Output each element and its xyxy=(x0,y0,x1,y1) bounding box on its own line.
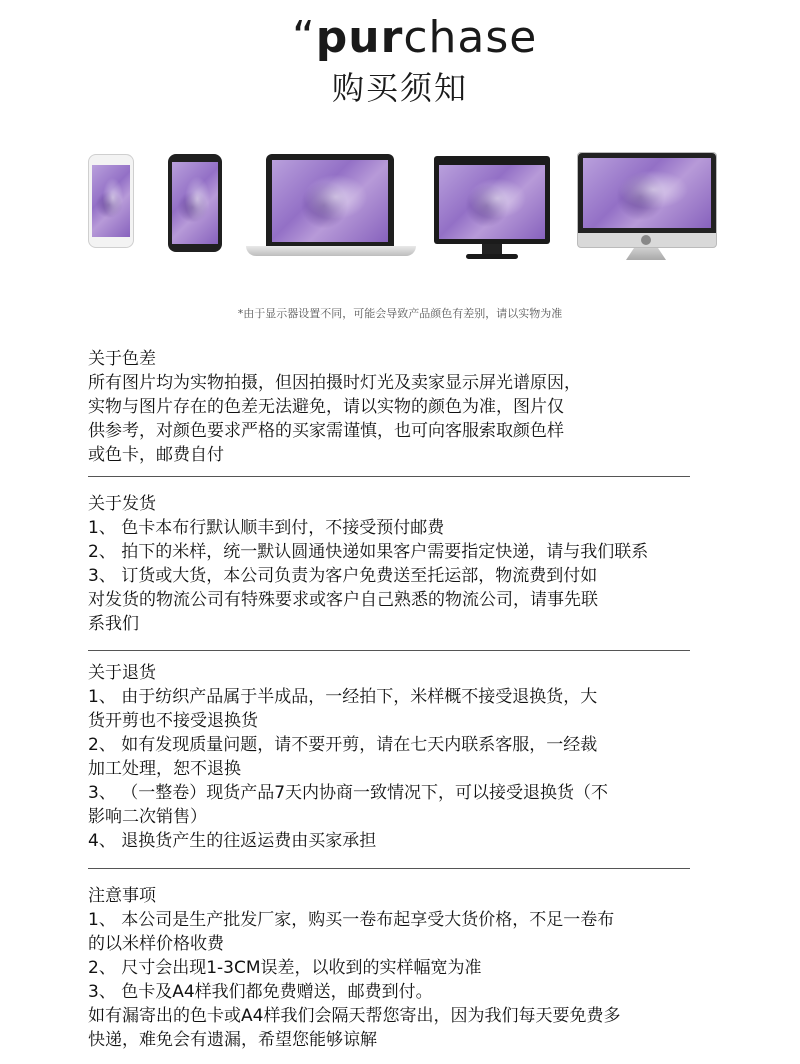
section-line: 影响二次销售） xyxy=(88,807,207,827)
section-line: 2、 如有发现质量问题，请不要开剪，请在七天内联系客服，一经裁 xyxy=(88,735,598,755)
section-shipping xyxy=(88,492,738,636)
section-title: 关于色差 xyxy=(88,349,156,369)
section-line: 3、 色卡及A4样我们都免费赠送，邮费到付。 xyxy=(88,982,433,1002)
laptop-icon xyxy=(266,154,394,246)
section-line: 4、 退换货产生的往返运费由买家承担 xyxy=(88,831,377,851)
smartphone-icon xyxy=(168,154,222,252)
section-title: 关于发货 xyxy=(88,494,156,514)
section-line: 实物与图片存在的色差无法避免，请以实物的颜色为准，图片仅 xyxy=(88,397,564,417)
divider xyxy=(88,650,690,651)
section-line: 货开剪也不接受退换货 xyxy=(88,711,258,731)
desktop-icon xyxy=(577,152,717,248)
section-line: 1、 由于纺织产品属于半成品，一经拍下，米样概不接受退换货，大 xyxy=(88,687,598,707)
quote-mark: “ xyxy=(292,12,316,63)
section-line: 快递，难免会有遗漏，希望您能够谅解 xyxy=(88,1030,377,1050)
section-line: 3、 （一整卷）现货产品7天内协商一致情况下，可以接受退换货（不 xyxy=(88,783,609,803)
section-title: 注意事项 xyxy=(88,886,156,906)
laptop-base xyxy=(246,246,416,256)
section-line: 1、 色卡本布行默认顺丰到付，不接受预付邮费 xyxy=(88,518,445,538)
title-english xyxy=(292,12,537,64)
divider xyxy=(88,476,690,477)
desktop-stand xyxy=(626,248,666,260)
section-title: 关于退货 xyxy=(88,663,156,683)
section-line: 加工处理，恕不退换 xyxy=(88,759,241,779)
display-note: *由于显示器设置不同，可能会导致产品颜色有差别，请以实物为准 xyxy=(237,307,563,320)
section-line: 所有图片均为实物拍摄，但因拍摄时灯光及卖家显示屏光谱原因， xyxy=(88,373,581,393)
section-line: 供参考，对颜色要求严格的买家需谨慎，也可向客服索取颜色样 xyxy=(88,421,564,441)
section-line: 1、 本公司是生产批发厂家，购买一卷布起享受大货价格，不足一卷布 xyxy=(88,910,615,930)
section-line: 如有漏寄出的色卡或A4样我们会隔天帮您寄出，因为我们每天要免费多 xyxy=(88,1006,621,1026)
smartphone-icon xyxy=(88,154,134,248)
header xyxy=(0,0,800,120)
page-title: 购买须知 xyxy=(331,69,468,107)
section-line: 2、 拍下的米样，统一默认圆通快递如果客户需要指定快递，请与我们联系 xyxy=(88,542,649,562)
monitor-icon xyxy=(434,156,550,244)
section-line: 或色卡，邮费自付 xyxy=(88,445,224,465)
title-english-light: chase xyxy=(403,12,538,63)
section-line: 系我们 xyxy=(88,614,139,634)
section-returns xyxy=(88,661,738,853)
section-line: 2、 尺寸会出现1-3CM误差，以收到的实样幅宽为准 xyxy=(88,958,482,978)
divider xyxy=(88,868,690,869)
section-notes xyxy=(88,884,738,1052)
section-line: 3、 订货或大货，本公司负责为客户免费送至托运部，物流费到付如 xyxy=(88,566,598,586)
monitor-foot xyxy=(466,254,518,259)
section-line: 的以米样价格收费 xyxy=(88,934,224,954)
monitor-stand xyxy=(482,244,502,254)
device-illustration xyxy=(0,140,800,280)
section-color-difference xyxy=(88,347,738,467)
apple-logo-icon xyxy=(641,235,651,245)
title-english-bold: pur xyxy=(315,12,404,63)
section-line: 对发货的物流公司有特殊要求或客户自己熟悉的物流公司，请事先联 xyxy=(88,590,598,610)
